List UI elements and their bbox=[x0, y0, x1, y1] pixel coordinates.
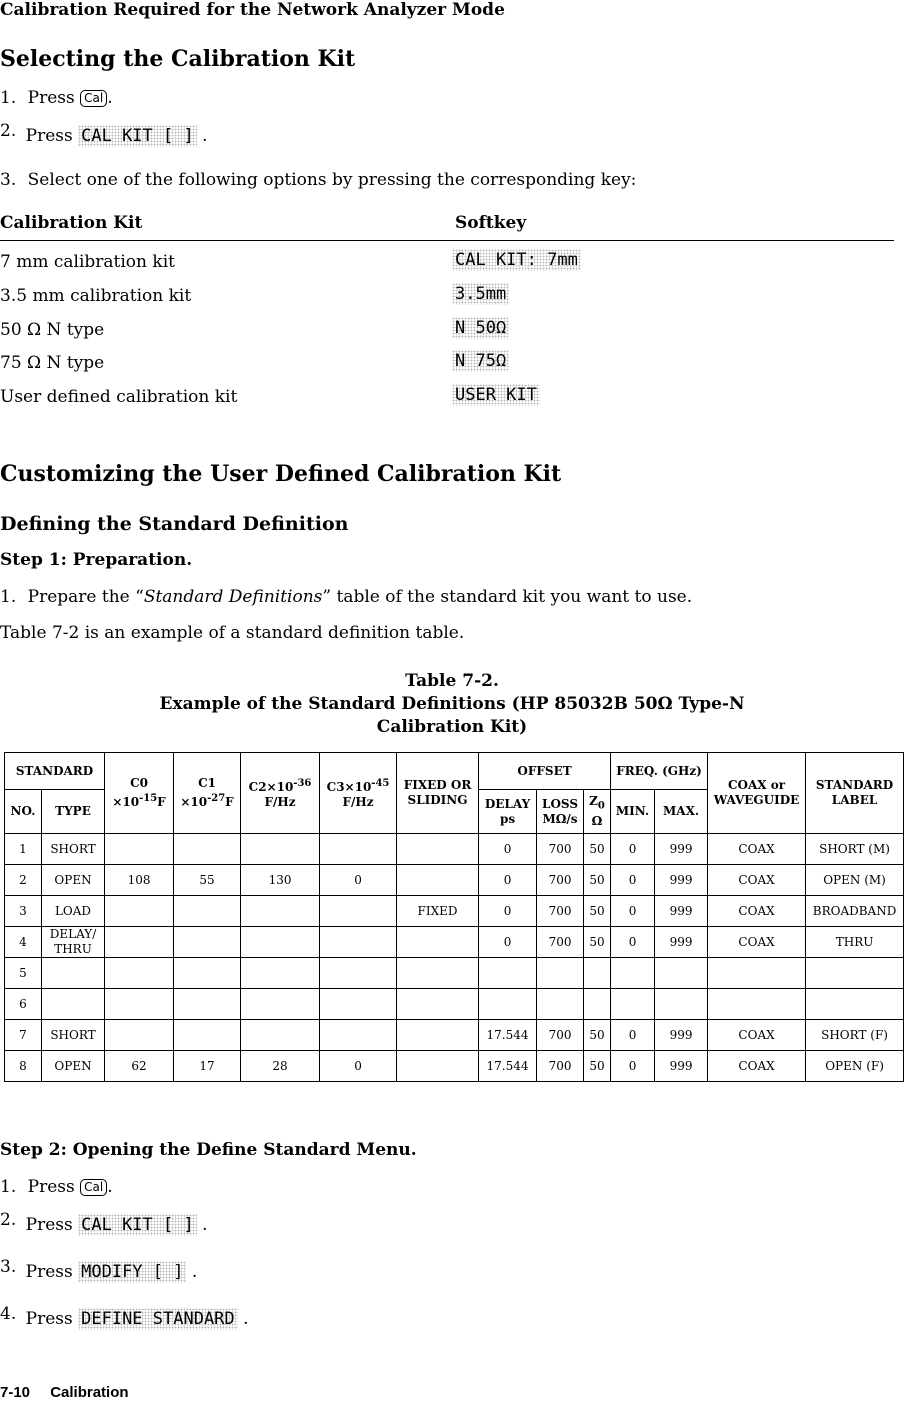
cal-kit-softkey[interactable]: CAL KIT [ ] bbox=[78, 1214, 197, 1236]
cell-label: THRU bbox=[806, 927, 904, 958]
standard-table-body bbox=[5, 834, 904, 1082]
cell-max: 999 bbox=[655, 865, 708, 896]
cell-c3 bbox=[320, 958, 397, 989]
cell-coax: COAX bbox=[708, 834, 806, 865]
cell-fixed bbox=[397, 927, 479, 958]
cell-z0: 50 bbox=[584, 1020, 611, 1051]
cell-min: 0 bbox=[611, 896, 655, 927]
cell-loss: 700 bbox=[537, 927, 584, 958]
cell-c0: 62 bbox=[105, 1051, 174, 1082]
cell-label bbox=[806, 989, 904, 1020]
cell-c1 bbox=[174, 896, 241, 927]
section-title-customize: Customizing the User Defined Calibration Kit bbox=[0, 461, 562, 487]
header-standard: STANDARD bbox=[5, 753, 105, 790]
softkey-user-kit[interactable]: USER KIT bbox=[452, 384, 540, 406]
cell-c0 bbox=[105, 834, 174, 865]
cell-z0: 50 bbox=[584, 834, 611, 865]
cell-c0: 108 bbox=[105, 865, 174, 896]
standard-definitions-table bbox=[4, 752, 904, 1082]
cell-c0 bbox=[105, 896, 174, 927]
cell-no: 6 bbox=[5, 989, 42, 1020]
footer-section: Calibration bbox=[50, 1384, 129, 1401]
cell-loss: 700 bbox=[537, 834, 584, 865]
kit-table-header-softkey: Softkey bbox=[455, 213, 527, 233]
cell-loss bbox=[537, 958, 584, 989]
header-coax-waveguide: COAX or WAVEGUIDE bbox=[708, 753, 806, 834]
cell-max bbox=[655, 958, 708, 989]
cell-coax: COAX bbox=[708, 1051, 806, 1082]
softkey-n-75[interactable]: N 75Ω bbox=[452, 350, 509, 372]
cell-min: 0 bbox=[611, 1020, 655, 1051]
subsection-title-define: Defining the Standard Definition bbox=[0, 513, 349, 535]
kit-row-label: 7 mm calibration kit bbox=[0, 252, 175, 272]
cell-fixed bbox=[397, 1020, 479, 1051]
cell-delay: 0 bbox=[479, 927, 537, 958]
cell-type: OPEN bbox=[42, 865, 105, 896]
cell-coax: COAX bbox=[708, 927, 806, 958]
table-row bbox=[5, 865, 904, 896]
cell-c1 bbox=[174, 927, 241, 958]
cell-c3 bbox=[320, 989, 397, 1020]
define-standard-softkey[interactable]: DEFINE STANDARD bbox=[78, 1308, 238, 1330]
cell-coax: COAX bbox=[708, 865, 806, 896]
kit-row-label: 50 Ω N type bbox=[0, 320, 105, 340]
cell-c3 bbox=[320, 1020, 397, 1051]
cell-coax bbox=[708, 958, 806, 989]
cell-z0: 50 bbox=[584, 865, 611, 896]
cell-c3 bbox=[320, 834, 397, 865]
cell-c2 bbox=[241, 1020, 320, 1051]
header-freq: FREQ. (GHz) bbox=[611, 753, 708, 790]
cell-min: 0 bbox=[611, 834, 655, 865]
cell-c0 bbox=[105, 989, 174, 1020]
cell-delay: 0 bbox=[479, 896, 537, 927]
cell-c1 bbox=[174, 834, 241, 865]
step-2: 2. Press CAL KIT [ ] . bbox=[0, 121, 208, 146]
cell-fixed bbox=[397, 865, 479, 896]
cell-c2: 28 bbox=[241, 1051, 320, 1082]
cell-loss: 700 bbox=[537, 865, 584, 896]
table-row bbox=[5, 958, 904, 989]
cell-type: DELAY/ THRU bbox=[42, 927, 105, 958]
cell-c3: 0 bbox=[320, 865, 397, 896]
cell-delay bbox=[479, 958, 537, 989]
cell-fixed bbox=[397, 834, 479, 865]
cell-type: SHORT bbox=[42, 834, 105, 865]
cell-max bbox=[655, 989, 708, 1020]
header-min: MIN. bbox=[611, 790, 655, 834]
cell-coax: COAX bbox=[708, 896, 806, 927]
cell-min: 0 bbox=[611, 865, 655, 896]
cell-z0: 50 bbox=[584, 896, 611, 927]
cell-c1: 55 bbox=[174, 865, 241, 896]
modify-softkey[interactable]: MODIFY [ ] bbox=[78, 1261, 186, 1283]
header-loss: LOSS MΩ/s bbox=[537, 790, 584, 834]
step-2-3: 3. Press MODIFY [ ] . bbox=[0, 1257, 198, 1282]
cell-no: 2 bbox=[5, 865, 42, 896]
page-footer bbox=[0, 1384, 129, 1401]
softkey-n-50[interactable]: N 50Ω bbox=[452, 317, 509, 339]
softkey-3-5mm[interactable]: 3.5mm bbox=[452, 283, 509, 305]
cell-label: SHORT (M) bbox=[806, 834, 904, 865]
header-c1: C1 $\times 10^{-27}F$ bbox=[174, 753, 241, 834]
cell-label: OPEN (F) bbox=[806, 1051, 904, 1082]
running-header: Calibration Required for the Network Analyzer Mode bbox=[0, 0, 505, 20]
cell-max: 999 bbox=[655, 1020, 708, 1051]
cell-delay bbox=[479, 989, 537, 1020]
cell-c2 bbox=[241, 989, 320, 1020]
cell-c2 bbox=[241, 958, 320, 989]
header-fixed-or-sliding: FIXED OR SLIDING bbox=[397, 753, 479, 834]
cell-label: SHORT (F) bbox=[806, 1020, 904, 1051]
cell-fixed: FIXED bbox=[397, 896, 479, 927]
header-type: TYPE bbox=[42, 790, 105, 834]
cell-z0 bbox=[584, 958, 611, 989]
cell-c3 bbox=[320, 927, 397, 958]
section-title-select-kit: Selecting the Calibration Kit bbox=[0, 46, 356, 72]
cal-hardkey[interactable]: Cal bbox=[80, 1179, 107, 1196]
table-caption: Table 7-2. Example of the Standard Definitions (HP 85032B 50Ω Type-N Calibration Kit) bbox=[159, 671, 745, 737]
cell-type: LOAD bbox=[42, 896, 105, 927]
step-2-heading: Step 2: Opening the Define Standard Menu. bbox=[0, 1140, 417, 1160]
cell-loss bbox=[537, 989, 584, 1020]
step-1: 1. Press Cal . bbox=[0, 88, 113, 108]
cell-c0 bbox=[105, 1020, 174, 1051]
cell-z0: 50 bbox=[584, 1051, 611, 1082]
header-c2: $C2\times 10^{-36}$ F/Hz bbox=[241, 753, 320, 834]
cell-max: 999 bbox=[655, 896, 708, 927]
kit-row-label: 3.5 mm calibration kit bbox=[0, 286, 192, 306]
cell-coax bbox=[708, 989, 806, 1020]
cell-delay: 0 bbox=[479, 834, 537, 865]
cell-label: BROADBAND bbox=[806, 896, 904, 927]
step-2-1: 1. Press Cal . bbox=[0, 1177, 113, 1197]
cell-type bbox=[42, 989, 105, 1020]
cell-label bbox=[806, 958, 904, 989]
cell-no: 5 bbox=[5, 958, 42, 989]
cell-delay: 17.544 bbox=[479, 1051, 537, 1082]
header-max: MAX. bbox=[655, 790, 708, 834]
cell-c2 bbox=[241, 927, 320, 958]
cell-z0: 50 bbox=[584, 927, 611, 958]
header-no: NO. bbox=[5, 790, 42, 834]
cell-max: 999 bbox=[655, 927, 708, 958]
header-c3: $C3\times 10^{-45}$ F/Hz bbox=[320, 753, 397, 834]
cell-loss: 700 bbox=[537, 1020, 584, 1051]
cell-c0 bbox=[105, 927, 174, 958]
cell-c1 bbox=[174, 1020, 241, 1051]
cell-c1 bbox=[174, 989, 241, 1020]
cell-no: 1 bbox=[5, 834, 42, 865]
cell-fixed bbox=[397, 958, 479, 989]
table-row bbox=[5, 989, 904, 1020]
cell-type: SHORT bbox=[42, 1020, 105, 1051]
cell-no: 8 bbox=[5, 1051, 42, 1082]
cell-coax: COAX bbox=[708, 1020, 806, 1051]
table-row bbox=[5, 927, 904, 958]
step-3: 3. Select one of the following options by pressing the corresponding key: bbox=[0, 170, 637, 190]
cell-loss: 700 bbox=[537, 896, 584, 927]
table-row bbox=[5, 834, 904, 865]
cell-label: OPEN (M) bbox=[806, 865, 904, 896]
cell-type: OPEN bbox=[42, 1051, 105, 1082]
cell-no: 4 bbox=[5, 927, 42, 958]
cell-delay: 17.544 bbox=[479, 1020, 537, 1051]
cell-z0 bbox=[584, 989, 611, 1020]
kit-row-label: 75 Ω N type bbox=[0, 353, 105, 373]
cell-max: 999 bbox=[655, 834, 708, 865]
cell-c2 bbox=[241, 834, 320, 865]
prepare-step: 1. Prepare the “Standard Definitions” table of the standard kit you want to use. bbox=[0, 587, 693, 607]
cell-c1: 17 bbox=[174, 1051, 241, 1082]
cell-c1 bbox=[174, 958, 241, 989]
cal-hardkey[interactable]: Cal bbox=[80, 90, 107, 107]
cell-min: 0 bbox=[611, 1051, 655, 1082]
header-offset: OFFSET bbox=[479, 753, 611, 790]
step-2-2: 2. Press CAL KIT [ ] . bbox=[0, 1210, 208, 1235]
cell-type bbox=[42, 958, 105, 989]
step-1-heading: Step 1: Preparation. bbox=[0, 550, 193, 570]
kit-table-header-kit: Calibration Kit bbox=[0, 213, 143, 233]
cell-c3 bbox=[320, 896, 397, 927]
table-row bbox=[5, 1051, 904, 1082]
cell-c0 bbox=[105, 958, 174, 989]
cell-min: 0 bbox=[611, 927, 655, 958]
table-row bbox=[5, 896, 904, 927]
header-delay: DELAY ps bbox=[479, 790, 537, 834]
softkey-7mm[interactable]: CAL KIT: 7mm bbox=[452, 249, 581, 271]
cell-no: 3 bbox=[5, 896, 42, 927]
page-number: 7-10 bbox=[0, 1384, 31, 1401]
cell-fixed bbox=[397, 989, 479, 1020]
header-c0: C0 $\times 10^{-15}F$ bbox=[105, 753, 174, 834]
cal-kit-softkey[interactable]: CAL KIT [ ] bbox=[78, 125, 197, 147]
cell-max: 999 bbox=[655, 1051, 708, 1082]
cell-fixed bbox=[397, 1051, 479, 1082]
cell-min bbox=[611, 989, 655, 1020]
header-standard-label: STANDARD LABEL bbox=[806, 753, 904, 834]
cell-loss: 700 bbox=[537, 1051, 584, 1082]
cell-delay: 0 bbox=[479, 865, 537, 896]
cell-min bbox=[611, 958, 655, 989]
example-note: Table 7-2 is an example of a standard definition table. bbox=[0, 623, 465, 643]
kit-row-label: User defined calibration kit bbox=[0, 387, 238, 407]
cell-c2 bbox=[241, 896, 320, 927]
cell-no: 7 bbox=[5, 1020, 42, 1051]
cell-c2: 130 bbox=[241, 865, 320, 896]
header-z0: $Z_0$ Ω bbox=[584, 790, 611, 834]
kit-table-rule bbox=[0, 240, 894, 241]
table-row bbox=[5, 1020, 904, 1051]
cell-c3: 0 bbox=[320, 1051, 397, 1082]
step-2-4: 4. Press DEFINE STANDARD . bbox=[0, 1304, 249, 1329]
